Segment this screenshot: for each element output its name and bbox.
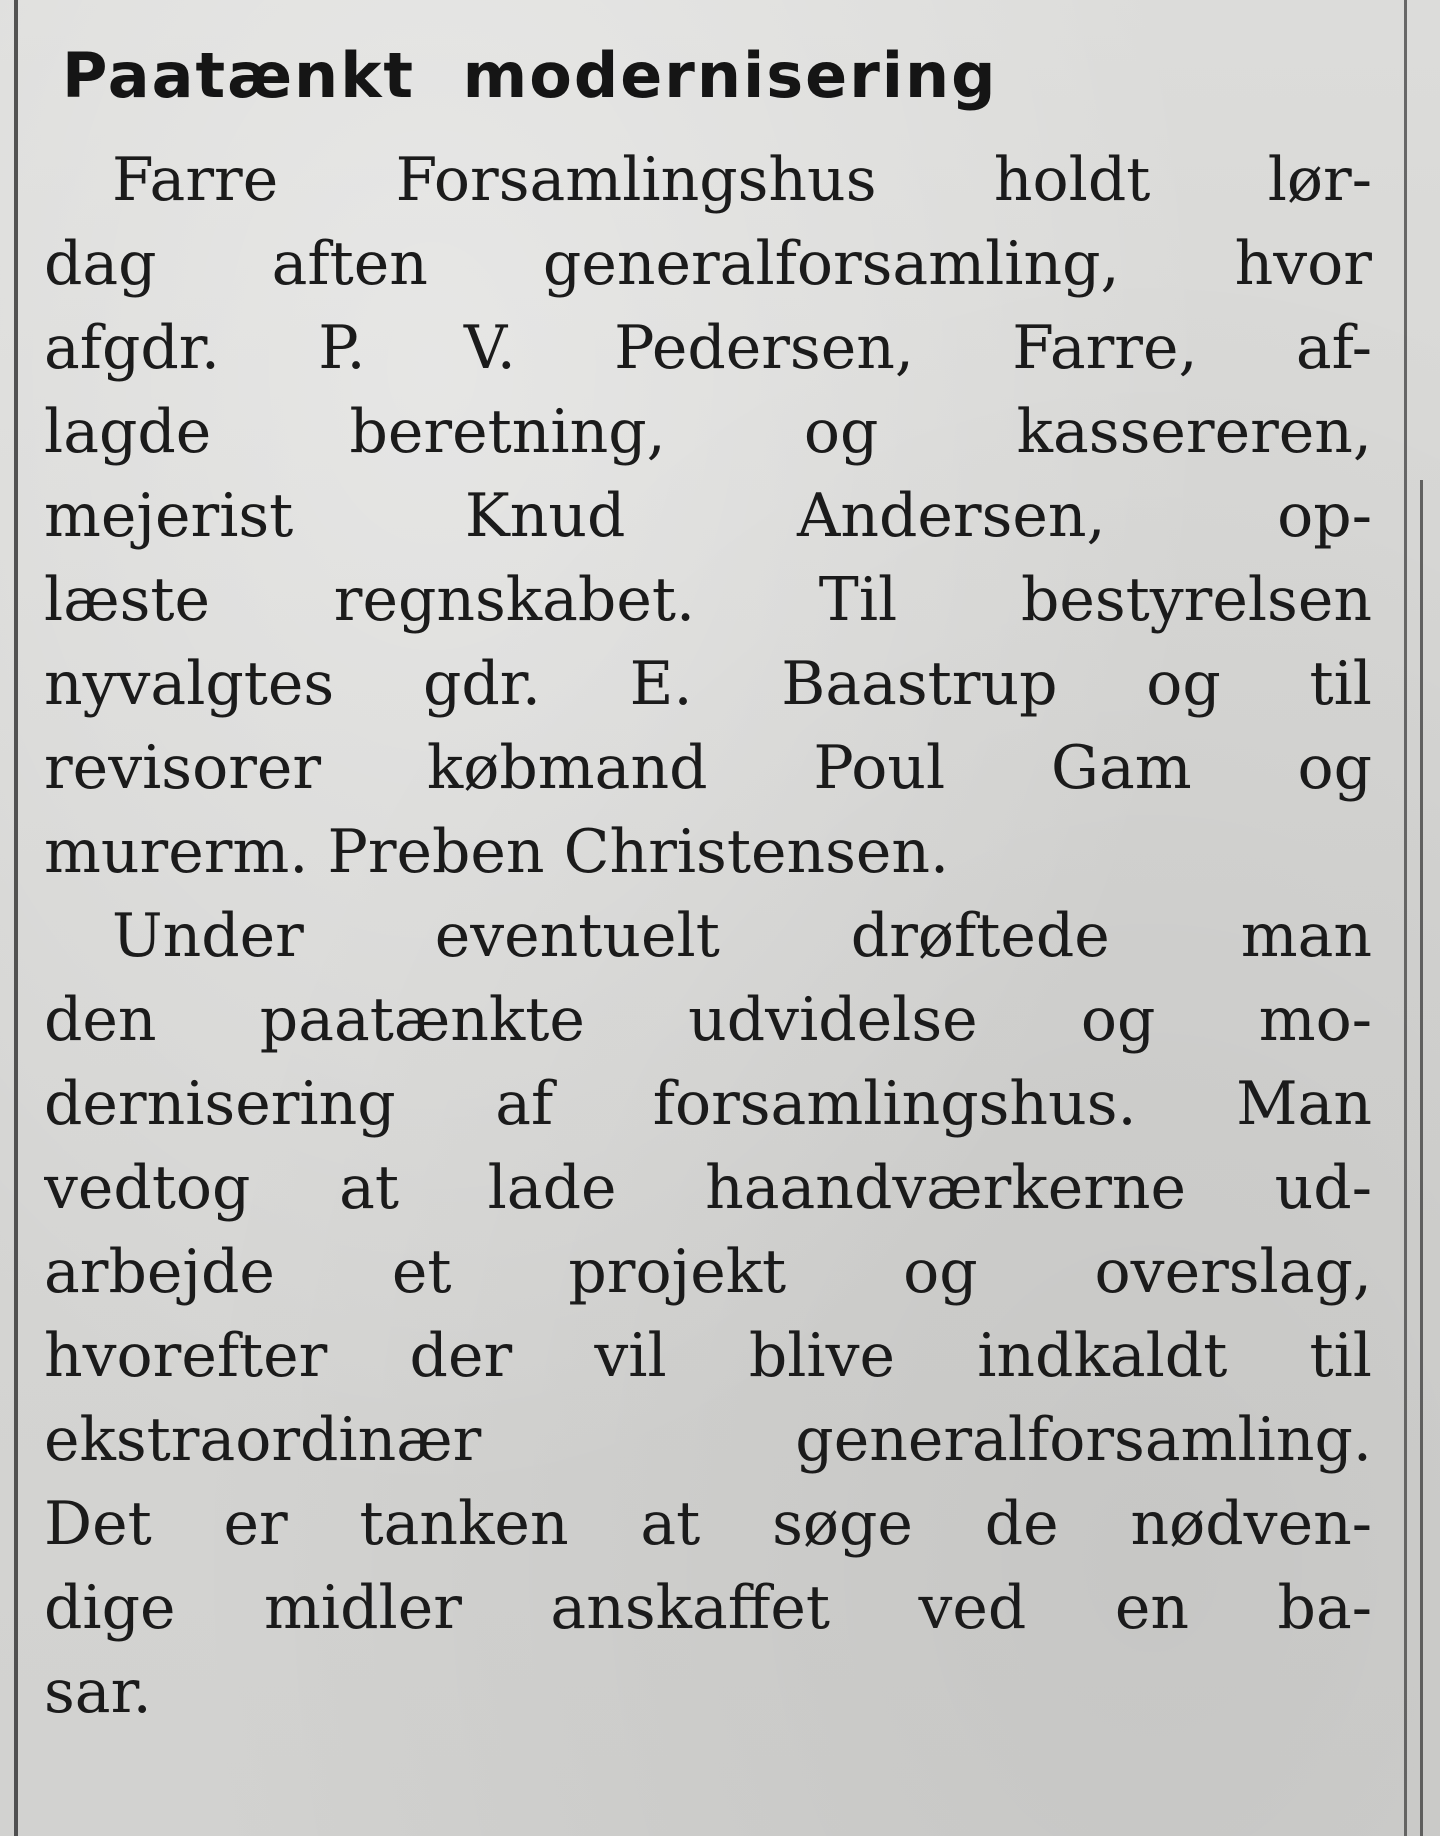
article-line-10: Under eventuelt drøftede man bbox=[112, 901, 1372, 971]
article-line-18: dige midler anskaffet ved en ba- bbox=[44, 1573, 1372, 1643]
article-line-8: revisorer købmand Poul Gam og bbox=[44, 733, 1372, 803]
article-line-6: læste regnskabet. Til bestyrelsen bbox=[44, 565, 1372, 635]
article-line-2: dag aften generalforsamling, hvor bbox=[44, 229, 1372, 299]
article-line-17: Det er tanken at søge de nødven- bbox=[44, 1489, 1372, 1559]
column-rule-right-edge bbox=[1420, 480, 1423, 1836]
article-line-16: ekstraordinær generalforsamling. bbox=[44, 1405, 1372, 1475]
article-line-15: hvorefter der vil blive indkaldt til bbox=[44, 1321, 1372, 1391]
article-headline: Paatænkt modernisering bbox=[62, 39, 998, 112]
column-rule-left bbox=[14, 0, 18, 1836]
article-line-7: nyvalgtes gdr. E. Baastrup og til bbox=[44, 649, 1372, 719]
article-line-3: afgdr. P. V. Pedersen, Farre, af- bbox=[44, 313, 1372, 383]
article-line-1: Farre Forsamlingshus holdt lør- bbox=[112, 145, 1372, 215]
article-line-19: sar. bbox=[44, 1657, 152, 1727]
column-rule-right bbox=[1404, 0, 1407, 1836]
article-line-13: vedtog at lade haandværkerne ud- bbox=[44, 1153, 1372, 1223]
article-line-11: den paatænkte udvidelse og mo- bbox=[44, 985, 1372, 1055]
article-line-4: lagde beretning, og kassereren, bbox=[44, 397, 1372, 467]
article-line-9: murerm. Preben Christensen. bbox=[44, 817, 950, 887]
article-line-12: dernisering af forsamlingshus. Man bbox=[44, 1069, 1372, 1139]
article-line-5: mejerist Knud Andersen, op- bbox=[44, 481, 1372, 551]
article-line-14: arbejde et projekt og overslag, bbox=[44, 1237, 1372, 1307]
